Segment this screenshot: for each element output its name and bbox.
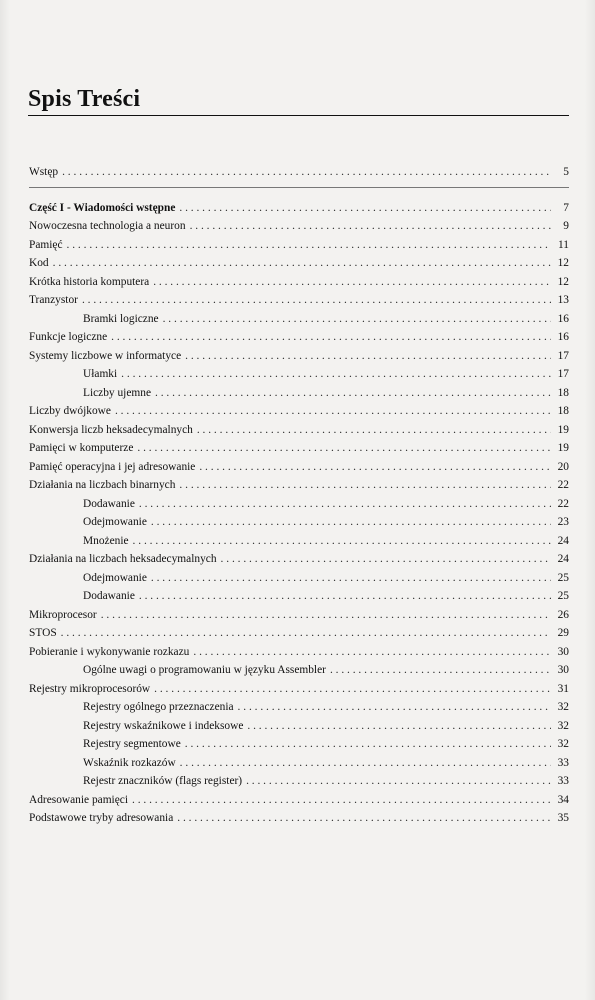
toc-entry-label: Pobieranie i wykonywanie rozkazu [29,645,190,658]
toc-entry-label: Liczby ujemne [83,386,151,399]
toc-entry [29,479,569,498]
toc-entry-page-number: 34 [557,793,569,806]
toc-entry-label: Odejmowanie [83,516,147,528]
dot-leader [155,387,551,399]
toc-entry-page-number: 11 [558,238,569,251]
dot-leader [163,313,551,325]
dot-leader [111,331,551,343]
toc-entry-page-number: 12 [557,275,569,288]
dot-leader [137,442,551,454]
toc-entry-label: Część I - Wiadomości wstępne [29,201,176,214]
toc-entry [29,535,569,554]
dot-leader [177,812,551,824]
toc-entry-page-number: 32 [557,719,569,732]
toc-entry-page-number: 31 [557,682,569,695]
toc-entry-page-number: 32 [557,701,569,713]
toc-entry-label: Konwersja liczb heksadecymalnych [29,423,193,436]
toc-entry-label: Pamięci w komputerze [29,442,134,454]
toc-entry-page-number: 26 [557,608,569,621]
toc-entry [29,775,569,794]
toc-entry-page-number: 13 [557,294,569,306]
toc-entry [29,331,569,350]
toc-entry-page-number: 7 [563,201,569,214]
toc-entry-page-number: 5 [563,166,569,178]
dot-leader [151,572,551,584]
dot-leader [115,405,551,417]
toc-entry [29,812,569,831]
dot-leader [67,239,551,251]
toc-entry-label: Działania na liczbach binarnych [29,479,176,491]
dot-leader [133,535,551,547]
toc-entry-label: Mikroprocesor [29,608,97,621]
toc-entry-page-number: 12 [557,257,569,269]
toc-entry-page-number: 30 [557,645,569,658]
dot-leader [185,350,551,362]
toc-entry-label: Kod [29,257,49,269]
dot-leader [179,202,551,214]
toc-entry [29,590,569,609]
toc-entry [29,683,569,702]
toc-entry-page-number: 19 [557,442,569,454]
toc-entry [29,553,569,572]
dot-leader [82,294,551,306]
toc-entry-label: Działania na liczbach heksadecymalnych [29,553,217,565]
toc-entry-label: Mnożenie [83,534,129,547]
toc-entry [29,738,569,757]
toc-entry-page-number: 35 [557,812,569,824]
dot-leader [330,664,551,676]
toc-entry [29,239,569,258]
toc-entry [29,627,569,646]
dot-leader [101,609,551,621]
toc-entry [29,405,569,424]
dot-leader [238,701,551,713]
toc-entry-label: Wstęp [29,166,59,178]
toc-entry [29,442,569,461]
toc-entry-label: Funkcje logiczne [29,331,108,343]
toc-entry-page-number: 24 [557,534,569,547]
toc-entry [29,461,569,480]
toc-entry-label: Adresowanie pamięci [29,793,128,806]
dot-leader [151,516,551,528]
dot-leader [247,720,551,732]
toc-entry-page-number: 22 [557,479,569,491]
toc-entry-page-number: 32 [557,738,569,750]
toc-entry [29,757,569,776]
toc-entry-page-number: 33 [557,756,569,769]
dot-leader [121,368,551,380]
toc-entry-page-number: 30 [557,664,569,676]
toc-entry-page-number: 20 [557,460,569,473]
toc-entry-label: Pamięć [29,238,63,251]
toc-entry [29,498,569,517]
dot-leader [154,683,551,695]
toc-entry-label: Podstawowe tryby adresowania [29,812,174,824]
toc-entry [29,701,569,720]
page-header [28,86,569,116]
section-divider [29,187,569,202]
toc-entry [29,424,569,443]
dot-leader [246,775,551,787]
dot-leader [139,590,551,602]
dot-leader [62,166,551,178]
dot-leader [132,794,551,806]
dot-leader [179,479,551,491]
toc-entry-page-number: 19 [557,423,569,436]
toc-entry-label: Krótka historia komputera [29,275,150,288]
dot-leader [197,424,551,436]
toc-entry-label: Rejestry wskaźnikowe i indeksowe [83,719,244,732]
toc-entry-page-number: 22 [557,497,569,510]
toc-entry [29,202,569,221]
toc-entry-label: Bramki logiczne [83,312,159,325]
dot-leader [221,553,551,565]
table-of-contents [29,166,569,831]
toc-entry-page-number: 17 [557,368,569,380]
toc-entry [29,664,569,683]
page-title: Spis Treści [28,86,141,112]
toc-entry-page-number: 9 [563,220,569,232]
toc-entry-page-number: 29 [557,627,569,639]
toc-entry [29,166,569,185]
toc-entry-label: Tranzystor [29,294,78,306]
toc-entry-page-number: 24 [557,553,569,565]
toc-entry [29,387,569,406]
toc-entry-label: Rejestry mikroprocesorów [29,682,151,695]
toc-entry [29,794,569,813]
toc-entry-page-number: 16 [557,331,569,343]
toc-entry-label: Nowoczesna technologia a neuron [29,220,186,232]
dot-leader [153,276,551,288]
toc-entry-label: Rejestr znaczników (flags register) [83,775,243,787]
toc-entry-label: Liczby dwójkowe [29,405,111,417]
toc-entry-page-number: 16 [557,312,569,325]
dot-leader [199,461,551,473]
toc-entry-page-number: 18 [557,405,569,417]
toc-entry [29,646,569,665]
toc-entry-label: Rejestry ogólnego przeznaczenia [83,701,234,713]
toc-entry [29,220,569,239]
toc-entry-page-number: 33 [557,775,569,787]
toc-entry-label: Wskaźnik rozkazów [83,756,176,769]
dot-leader [53,257,551,269]
toc-entry-label: Odejmowanie [83,571,147,584]
toc-entry-page-number: 18 [557,386,569,399]
toc-entry [29,294,569,313]
dot-leader [185,738,551,750]
toc-entry-label: Ogólne uwagi o programowaniu w języku Assembler [83,664,326,676]
toc-entry [29,276,569,295]
toc-entry [29,257,569,276]
toc-entry [29,350,569,369]
toc-entry-label: STOS [29,627,57,639]
toc-entry-page-number: 25 [557,571,569,584]
dot-leader [180,757,551,769]
toc-entry [29,368,569,387]
dot-leader [61,627,551,639]
toc-entry [29,609,569,628]
dot-leader [139,498,551,510]
dot-leader [193,646,551,658]
toc-entry-label: Dodawanie [83,590,135,602]
toc-entry-page-number: 17 [557,349,569,362]
toc-entry [29,516,569,535]
toc-entry-label: Systemy liczbowe w informatyce [29,349,182,362]
toc-entry [29,572,569,591]
dot-leader [190,220,551,232]
toc-entry [29,720,569,739]
toc-entry-label: Rejestry segmentowe [83,738,181,750]
toc-entry-page-number: 23 [557,516,569,528]
toc-entry-page-number: 25 [557,590,569,602]
toc-entry-label: Pamięć operacyjna i jej adresowanie [29,460,196,473]
toc-entry-label: Ułamki [83,368,118,380]
toc-entry-label: Dodawanie [83,497,135,510]
toc-entry [29,313,569,332]
